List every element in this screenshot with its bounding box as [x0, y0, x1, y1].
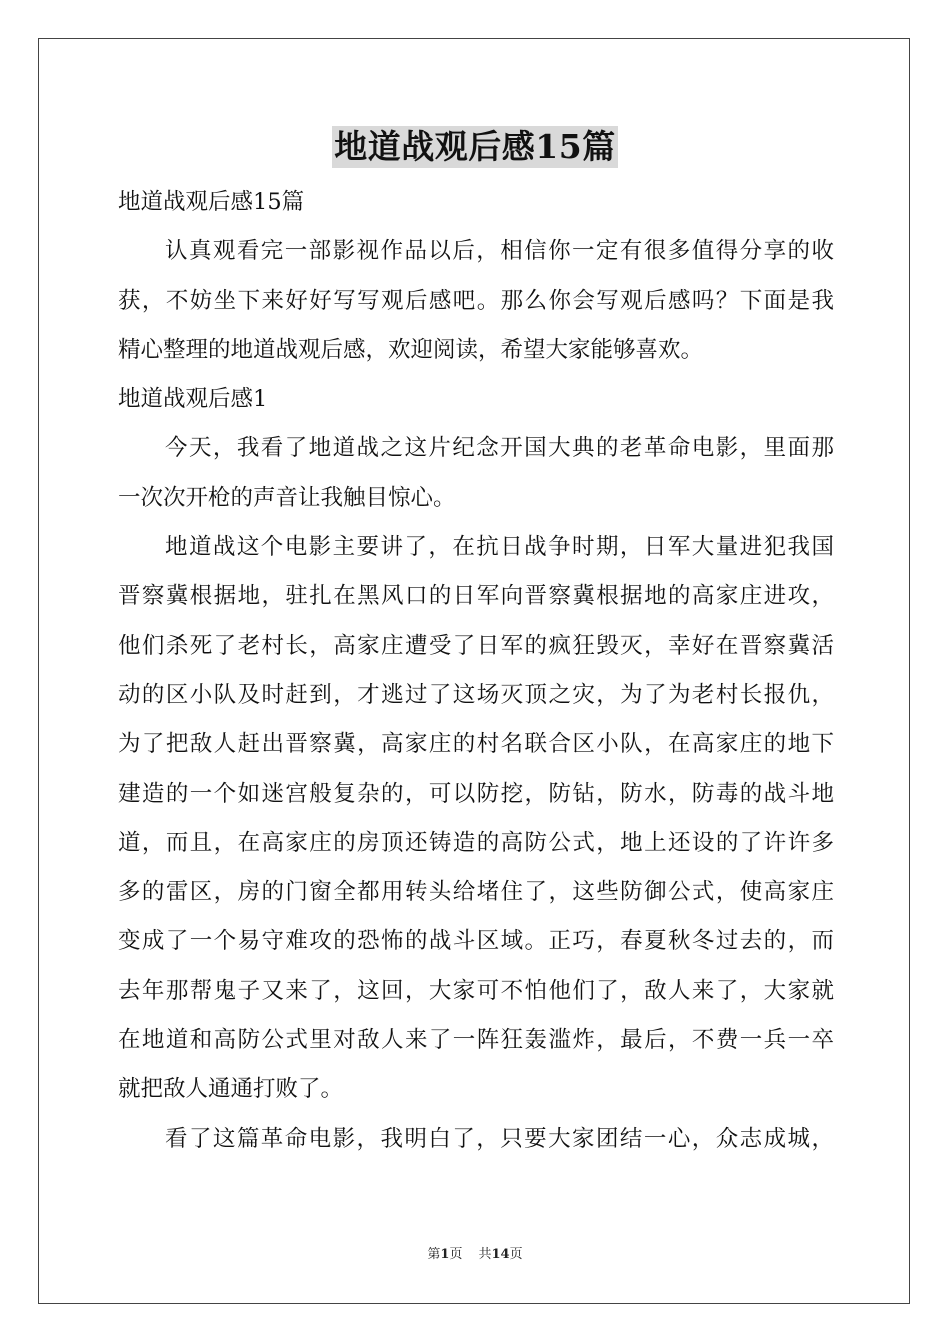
text-line-4: 精心整理的地道战观后感，欢迎阅读，希望大家能够喜欢。 — [118, 336, 704, 363]
current-page-number: 1 — [440, 1247, 450, 1262]
text-line-15: 多的雷区，房的门窗全都用转头给堵住了，这些防御公式，使高家庄 — [118, 879, 834, 906]
text-line-1: 地道战观后感15篇 — [118, 189, 305, 215]
text-line-11: 动的区小队及时赶到，才逃过了这场灭顶之灾，为了为老村长报仇， — [118, 681, 834, 708]
text-line-7: 一次次开枪的声音让我触目惊心。 — [118, 484, 456, 511]
text-line-16: 变成了一个易守难攻的恐怖的战斗区域。正巧，春夏秋冬过去的，而 — [118, 928, 834, 955]
footer-total-suffix: 页 — [509, 1247, 523, 1262]
text-line-20: 看了这篇革命电影，我明白了，只要大家团结一心，众志成城， — [165, 1125, 834, 1152]
text-line-10: 他们杀死了老村长，高家庄遭受了日军的疯狂毁灭，幸好在晋察冀活 — [118, 632, 834, 659]
document-title: 地道战观后感15篇 — [334, 127, 616, 166]
text-line-12: 为了把敌人赶出晋察冀，高家庄的村名联合区小队，在高家庄的地下 — [118, 731, 834, 758]
text-line-5: 地道战观后感1 — [118, 386, 268, 413]
document-body — [118, 178, 834, 1164]
text-line-17: 去年那帮鬼子又来了，这回，大家可不怕他们了，敌人来了，大家就 — [118, 977, 834, 1004]
footer-prefix: 第 — [427, 1247, 441, 1262]
text-line-18: 在地道和高防公式里对敌人来了一阵狂轰滥炸，最后，不费一兵一卒 — [118, 1027, 834, 1054]
text-line-13: 建造的一个如迷宫般复杂的，可以防挖，防钻，防水，防毒的战斗地 — [118, 780, 834, 807]
text-line-9: 晋察冀根据地，驻扎在黑风口的日军向晋察冀根据地的高家庄进攻， — [118, 583, 834, 610]
footer-page-suffix: 页 — [449, 1247, 463, 1262]
text-line-8: 地道战这个电影主要讲了，在抗日战争时期，日军大量进犯我国 — [165, 534, 834, 561]
footer-total-prefix: 共 — [478, 1247, 492, 1262]
page-footer — [0, 1246, 950, 1264]
text-line-3: 获，不妨坐下来好好写写观后感吧。那么你会写观后感吗？下面是我 — [118, 287, 834, 314]
text-line-2: 认真观看完一部影视作品以后，相信你一定有很多值得分享的收 — [165, 238, 834, 265]
text-line-6: 今天，我看了地道战之这片纪念开国大典的老革命电影，里面那 — [165, 435, 834, 462]
text-line-14: 道，而且，在高家庄的房顶还铸造的高防公式，地上还设的了许许多 — [118, 829, 834, 856]
total-page-count: 14 — [491, 1247, 510, 1262]
text-line-19: 就把敌人通通打败了。 — [118, 1076, 344, 1103]
title-container — [0, 126, 950, 168]
